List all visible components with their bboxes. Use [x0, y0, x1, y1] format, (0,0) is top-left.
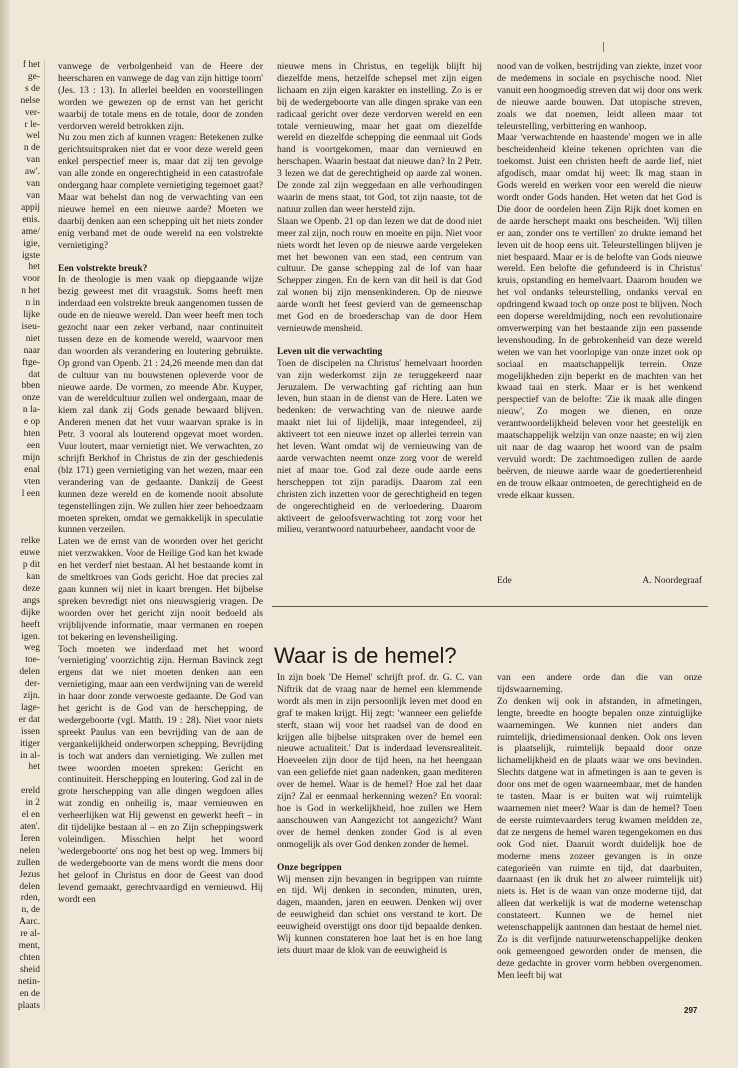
previous-page-fragment: p dit — [22, 560, 40, 571]
previous-page-fragment: kan — [26, 571, 40, 582]
previous-page-fragment: en de — [19, 988, 40, 999]
paragraph: Toch moeten we inderdaad met het woord 'vernietiging' voorzichtig zijn. Herman Bavinck zegt ergens dat we niet moeten denken aan een vernietiging, maar aan een verdwijning van de wereld in haar door zonde verwoeste gedaante. De God van het gericht is de God van de herschepping, de wedergeboorte (vgl. Matth. 19 : 28). Niet voor niets spreekt Paulus van een bevrijding van de aan de vergankelijkheid onderworpen schepping. Bevrijding is toch wat anders dan vernietiging. We zullen met twee woorden moeten spreken: Gericht en continuiteit. Herschepping en loutering. God zal in de grote herschepping van alle dingen wegdoen alles wat zondig en onheilig is, maar vernieuwen en verheerlijken wat Hij gewenst en gewerkt heeft – in dit tijdelijke bestaan al – en zo Zijn scheppingswerk voleindigen. Misschien helpt het woord 'wedergeboorte' ons nog het best op weg. Immers bij de wedergeboorte van de mens wordt die mens door het geloof in Christus en door de Geest van dood levend gemaakt, gerechtvaardigd en vernieuwd. Hij wordt een — [58, 644, 263, 905]
print-mark — [603, 42, 604, 52]
previous-page-fragment: sheid — [19, 964, 40, 975]
previous-page-fragment: mijn — [22, 452, 40, 463]
paragraph: van een andere orde dan die van onze tijdswaarneming. — [497, 673, 702, 695]
previous-page-fragment: hten — [23, 429, 40, 440]
previous-page-fragment — [10, 774, 44, 786]
previous-page-fragment: s de — [24, 83, 40, 94]
previous-page-fragment: aten'. — [20, 822, 40, 832]
previous-page-fragment: een — [26, 441, 40, 451]
previous-page-fragment: n het — [21, 286, 40, 297]
previous-page-fragment: het — [28, 262, 40, 273]
previous-page-fragment: Jezus — [19, 869, 40, 880]
previous-page-fragment: der- — [24, 679, 40, 690]
previous-page-fragment: naar — [23, 345, 40, 356]
previous-page-fragment: ver- — [24, 107, 40, 118]
previous-page-fragment: lijke — [23, 310, 40, 321]
previous-page-fragment: itiger — [19, 738, 40, 749]
section-heading-begrippen: Onze begrippen — [277, 862, 342, 873]
byline-place: Ede — [497, 576, 512, 586]
previous-page-fragment: n in — [25, 298, 40, 309]
page-number: 297 — [684, 1006, 698, 1015]
previous-page-fragment — [10, 524, 44, 536]
paragraph: vanwege de verbolgenheid van de Heere der heerscharen en vanwege de dag van zijn hittige toorn' (Jes. 13 : 13). In allerlei beelden en voorstellingen worden we gewezen op de ernst van het gericht waarbij de totale mens en de totale, door de zonden verdorven wereld betrokken zijn. — [58, 62, 263, 132]
paragraph: nood van de volken, bestrijding van ziekte, inzet voor de medemens in sociale en psychische nood. Niet vanuit een hoogmoedig streven dat wij door ons werk de nieuwe aarde bouwen. Dat utopische streven, zoals we dat noemen, leidt alleen maar tot teleurstelling, verbittering en wanhoop. — [497, 62, 702, 132]
byline-author: A. Noordegraaf — [642, 576, 702, 586]
paragraph: In zijn boek 'De Hemel' schrijft prof. dr. G. C. van Niftrik dat de vraag naar de hemel een klemmende wordt als men in zijn persoonlijk leven met dood en graf te maken krijgt. Hij zegt: 'wanneer een geliefde sterft, staan wij voor het raadsel van de dood en krijgen alle bijbelse uitspraken over de hemel een nieuwe actualiteit.' Dat is inderdaad levensrealiteit. Hoeveelen zijn door de tijd heen, na het heengaan van een geliefde niet gaan nadenken, gaan mediteren over de hemel. Waar is de hemel? Hoe zal het daar zijn? Zal er eenmaal herkenning wezen? En vooral: hoe is God in werkelijkheid, hoe zullen we Hem aanschouwen van Aangezicht tot aangezicht? Want over de hemel denken zonder God is al even onmogelijk als over God denken zonder de hemel. — [277, 673, 482, 850]
previous-page-fragment: toe- — [25, 655, 40, 666]
previous-page-fragment: nelse — [20, 95, 40, 106]
previous-page-fragment: lage- — [21, 702, 40, 713]
paragraph: nieuwe mens in Christus, en tegelijk blijft hij diezelfde mens, hetzelfde schepsel met zijn eigen lichaam en zijn eigen karakter en instelling. Zo is er bij de wedergeboorte van alle dingen sprake van een radicaal gericht over deze verdorven wereld en een totale vernieuwing, maar het gaat om diezelfde wereld en diezelfde schepping die eenmaal uit Gods hand is voortgekomen, maar dan vernieuwd en herschapen. Waarin bestaat dat nieuwe dan? In 2 Petr. 3 lezen we dat de gerechtigheid op aarde zal wonen. De zonde zal zijn weggedaan en alle verhoudingen waarin de mens staat, tot God, tot zijn naaste, tot de natuur zullen dan weer hersteld zijn. — [277, 62, 482, 215]
previous-page-fragment: wel — [26, 131, 40, 142]
previous-page-fragment: el en — [21, 810, 40, 821]
paragraph: Maar 'verwachtende en haastende' mogen we in alle bescheidenheid kleine tekenen oprichten van die toekomst. Juist een christen heeft de aarde lief, niet afgodisch, maar omdat hij weet: Ik mag staan in Gods wereld en werken voor een wereld die nieuw wordt onder Gods handen. Het weten dat het God is Die door de oordelen heen Zijn Rijk doet komen en de aarde herschept maakt ons bescheiden. 'Wij tillen er aan, zonder ons te vertillen' zo drukte iemand het leven uit de hoop eens uit. Teleurstellingen blijven je niet bespaard. Maar er is de belofte van Gods nieuwe wereld. Een belofte die gefundeerd is in Christus' kruis, opstanding en hemelvaart. Daarom houden we het vol ondanks teleurstelling, ondanks verval en opdringend kwaad toch op onze post te blijven. Noch een doperse wereldmijding, noch een revolutionaire omverwerping van het bestaande zijn een passende levenshouding. In de gebrokenheid van deze wereld weten we van het voorlopige van onze inzet ook op sociaal en maatschappelijk terrein. Onze mogelijkheden zijn beperkt en de machten van het kwaad taai en sterk. Maar er is het wenkend perspectief van de belofte: 'Zie ik maak alle dingen nieuw', Zo mogen we dienen, en onze verantwoordelijkheid beleven voor het geestelijk en maatschappelijk welzijn van onze naaste; en wij zien uit naar de dag waarop het woord van de psalm vervuld wordt: De zachtmoedigen zullen de aarde beërven, de nieuwe aarde waar de goedertierenheid en de trouw elkaar ontmoeten, de gerechtigheid en de vrede elkaar kussen. — [497, 133, 702, 501]
paragraph: Zo denken wij ook in afstanden, in afmetingen, lengte, breedte en hoogte bepalen onze zintuiglijke waarnemingen. We kunnen niet anders dan ruimtelijk, driedimensionaal denken. Ook ons leven is plaatselijk, ruimtelijk bepaald door onze lichamelijkheid en de plaats waar we ons bevinden. Slechts datgene wat in afmetingen is aan te geven is door ons met de ogen waarneembaar, met de handen te tasten. Maar is er buiten wat wij ruimtelijk waarnemen niet meer? Waar is dan de hemel? Toen de eerste ruimtevaarders terug kwamen meldden ze, dat ze nergens de hemel waren tegengekomen en dus ook God niet. Daaruit wordt duidelijk hoe de moderne mens zozeer gevangen is in onze categorieën van ruimte en tijd, dat daarbuiten, daarnaast (en ik druk het zo alweer ruimtelijk uit) niets is. Het is de waan van onze moderne tijd, dat alleen dat werkelijk is wat de moderne wetenschap constateert. Kunnen we de hemel niet wetenschappelijk aantonen dan bestaat de hemel niet. Zo is dit verfijnde natuurwetenschappelijke denken ook gemeengoed geworden onder de mensen, die deze gedachte in grover vorm hebben overgenomen. Men leeft bij wat — [497, 696, 702, 981]
previous-page-fragment: deze — [22, 583, 40, 594]
previous-page-fragment: angs — [22, 595, 40, 606]
previous-page-fragment: ge- — [27, 71, 40, 82]
previous-page-fragment: delen — [19, 667, 40, 678]
previous-page-fragment: dijke — [21, 607, 40, 618]
previous-page-fragment: zullen — [16, 857, 40, 868]
previous-page-fragment: ame/ — [21, 226, 40, 237]
previous-page-fragment: iseu- — [21, 321, 40, 332]
previous-page-fragment: het — [28, 762, 40, 773]
previous-page-fragment: aw'. — [24, 167, 40, 178]
previous-page-fragment — [10, 501, 44, 513]
paragraph: Slaan we Openb. 21 op dan lezen we dat de dood niet meer zal zijn, noch rouw en moeite en pijn. Niet voor niets wordt het leven op de nieuwe aarde vergeleken met het bewonen van een stad, een centrum van cultuur. De ganse schepping zal de lof van haar Schepper zingen. En de kern van dit heil is dat God zal wonen bij zijn mensenkinderen. Op de nieuwe aarde wordt het feest gevierd van de gemeenschap met God en de broederschap van de door Hem vernieuwde mensheid. — [277, 216, 482, 334]
previous-page-fragment: e op — [23, 417, 40, 428]
previous-page-fragment: re al- — [20, 929, 40, 940]
previous-page-fragment: igie, — [23, 238, 40, 249]
previous-page-fragment: igste — [22, 250, 40, 261]
article2-column-2 — [497, 673, 702, 983]
previous-page-fragment: rden, — [20, 893, 40, 904]
previous-page-fragment: plaats — [17, 1000, 40, 1010]
paragraph: In de theologie is men vaak op diepgaande wijze bezig geweest met dit vraagstuk. Soms heeft men inderdaad een volstrekte breuk aangenomen tussen de oude en de nieuwe wereld. Dan weer heeft men toch gezocht naar een zeker verband, naar continuiteit tussen deze en de komende wereld, waarvoor men dan woorden als verandering en loutering gebruikte. Op grond van Openb. 21 : 24,26 meende men dan dat de cultuur van nu bouwstenen opleverde voor de nieuwe aarde. De vormen, zo meende Abr. Kuyper, van de wereldcultuur zullen wel ondergaan, maar de kiem zal dank zij Gods genade bewaard blijven. Anderen menen dat het vuur waarvan sprake is in Petr. 3 vooral als louterend opgevat moet worden. Vuur loutert, maar vernietigt niet. We verwachten, zo schrijft Berkhof in Christus de zin der geschiedenis (blz 171) geen vernietiging van het wezen, maar een verandering van de gedaante. Dankzij de Geest kunnen deze wereld en de komende nooit absolute tegenstellingen zijn. We zullen hier zeer behoedzaam moeten spreken, omdat we gemakkelijk in speculatie kunnen verzeilen. — [58, 275, 263, 536]
previous-page-fragment: euwe — [19, 548, 40, 559]
previous-page-fragment: niet — [25, 333, 40, 344]
previous-page-fragment: Aarc. — [19, 917, 40, 928]
previous-page-fragment: dat — [28, 369, 40, 380]
previous-page-fragment: zijn. — [23, 691, 40, 702]
previous-page-fragment: voor — [22, 274, 40, 285]
previous-page-fragment: nelen — [19, 845, 40, 856]
paragraph: Toen de discipelen na Christus' hemelvaart hoorden van zijn wederkomst zijn ze teruggekeerd naar Jeruzalem. De verwachting gaf richting aan hun leven, hun staan in de dienst van de Here. Laten we bedenken: de verwachting van de nieuwe aarde maakt niet lui of lijdelijk, maar integendeel, zij aktiveert tot een nieuwe inzet op allerlei terrein van het leven. Want omdat wij de vernieuwing van de aarde verwachten neemt onze zorg voor de wereld niet af maar toe. God zal deze oude aarde eens herscheppen tot zijn paradijs. Daarom zal een christen zich inzetten voor de gerechtigheid en tegen de ongerechtigheid en de verloedering. Daarom aktiveert de geloofsverwachting tot zorg voor het milieu, verantwoord natuurbeheer, aandacht voor de — [277, 358, 482, 536]
previous-page-fragment: relke — [21, 536, 40, 547]
previous-page-fragment: in al- — [20, 750, 40, 761]
previous-page-fragment: n de — [23, 143, 40, 154]
section-heading-breuk: Een volstrekte breuk? — [58, 263, 148, 274]
previous-page-fragment: f het — [22, 60, 40, 70]
previous-page-edge — [10, 60, 45, 1010]
previous-page-fragment: netin- — [17, 976, 40, 987]
previous-page-fragment: vten — [23, 476, 40, 487]
previous-page-fragment: ereld — [21, 786, 40, 797]
section-heading-verwachting: Leven uit die verwachting — [277, 346, 383, 357]
previous-page-fragment: bben — [21, 381, 40, 392]
article2-column-1 — [277, 673, 482, 958]
article1-column-2 — [277, 62, 482, 537]
previous-page-fragment: appij — [21, 202, 40, 213]
previous-page-fragment: n, de — [21, 905, 40, 916]
previous-page-fragment: in 2 — [25, 798, 40, 809]
book-spine — [0, 0, 10, 1068]
previous-page-fragment — [10, 512, 44, 524]
previous-page-fragment: l een — [21, 488, 40, 499]
article-divider — [272, 606, 708, 607]
previous-page-fragment: onze — [22, 393, 40, 404]
previous-page-fragment: igen. — [21, 631, 40, 642]
paragraph: Wij mensen zijn bevangen in begrippen van ruimte en tijd. Wij denken in seconden, minuten, uren, dagen, maanden, jaren en eeuwen. Denken wij over de eeuwigheid dan schiet ons verstand te kort. De eeuwigheid overstijgt ons door tijd bepaalde denken. Wij kunnen constateren hoe laat het is en hoe lang iets duurt maar de klok van de eeuwigheid is — [277, 874, 482, 956]
previous-page-fragment: ftge- — [22, 357, 40, 368]
previous-page-fragment: chten — [19, 952, 40, 963]
previous-page-fragment: Ieren — [20, 833, 40, 844]
previous-page-fragment: weg — [24, 643, 40, 654]
byline — [497, 576, 702, 586]
previous-page-fragment: van — [26, 190, 40, 201]
previous-page-fragment: delen — [19, 881, 40, 892]
previous-page-fragment: heeft — [21, 619, 40, 630]
previous-page-fragment: er dat — [18, 714, 40, 725]
article1-column-3 — [497, 62, 702, 503]
paragraph: Laten we de ernst van de woorden over het gericht niet verzwakken. Voor de Heilige God kan het kwade en het verderf niet bestaan. Al het bestaande komt in de smeltkroes van Gods gericht. Hoe dat precies zal gaan kunnen wij niet in kaart brengen. Het bijbelse spreken bevredigt niet ons nieuwsgierig vragen. De woorden over het gericht zijn nooit bedoeld als vrijblijvende informatie, maar vermanen en roepen tot bekering en levensheiliging. — [58, 537, 263, 643]
article2-title: Waar is de hemel? — [274, 643, 457, 668]
previous-page-fragment: n la- — [22, 405, 40, 416]
previous-page-fragment: van — [26, 155, 40, 166]
article1-column-1 — [58, 62, 263, 906]
previous-page-fragment: enis. — [22, 214, 40, 225]
previous-page-fragment: van — [26, 179, 40, 190]
previous-page-fragment: r le- — [24, 119, 40, 130]
previous-page-fragment: enal — [24, 464, 40, 475]
previous-page-fragment: issen — [21, 726, 40, 737]
paragraph: Nu zou men zich af kunnen vragen: Betekenen zulke gerichtsuitspraken niet dat er voor deze wereld geen enkel perspectief meer is, maar dat zij ten gevolge van alle zonde en ongerechtigheid in een catastrofale ondergang haar complete vernietiging tegemoet gaat? Maar wat behelst dan nog de verwachting van een nieuwe hemel en een nieuwe aarde? Moeten we daarbij denken aan een schepping uit het niets zonder enig verband met de oude wereld na een volstrekte vernietiging? — [58, 133, 263, 251]
previous-page-fragment: ment, — [18, 941, 40, 952]
